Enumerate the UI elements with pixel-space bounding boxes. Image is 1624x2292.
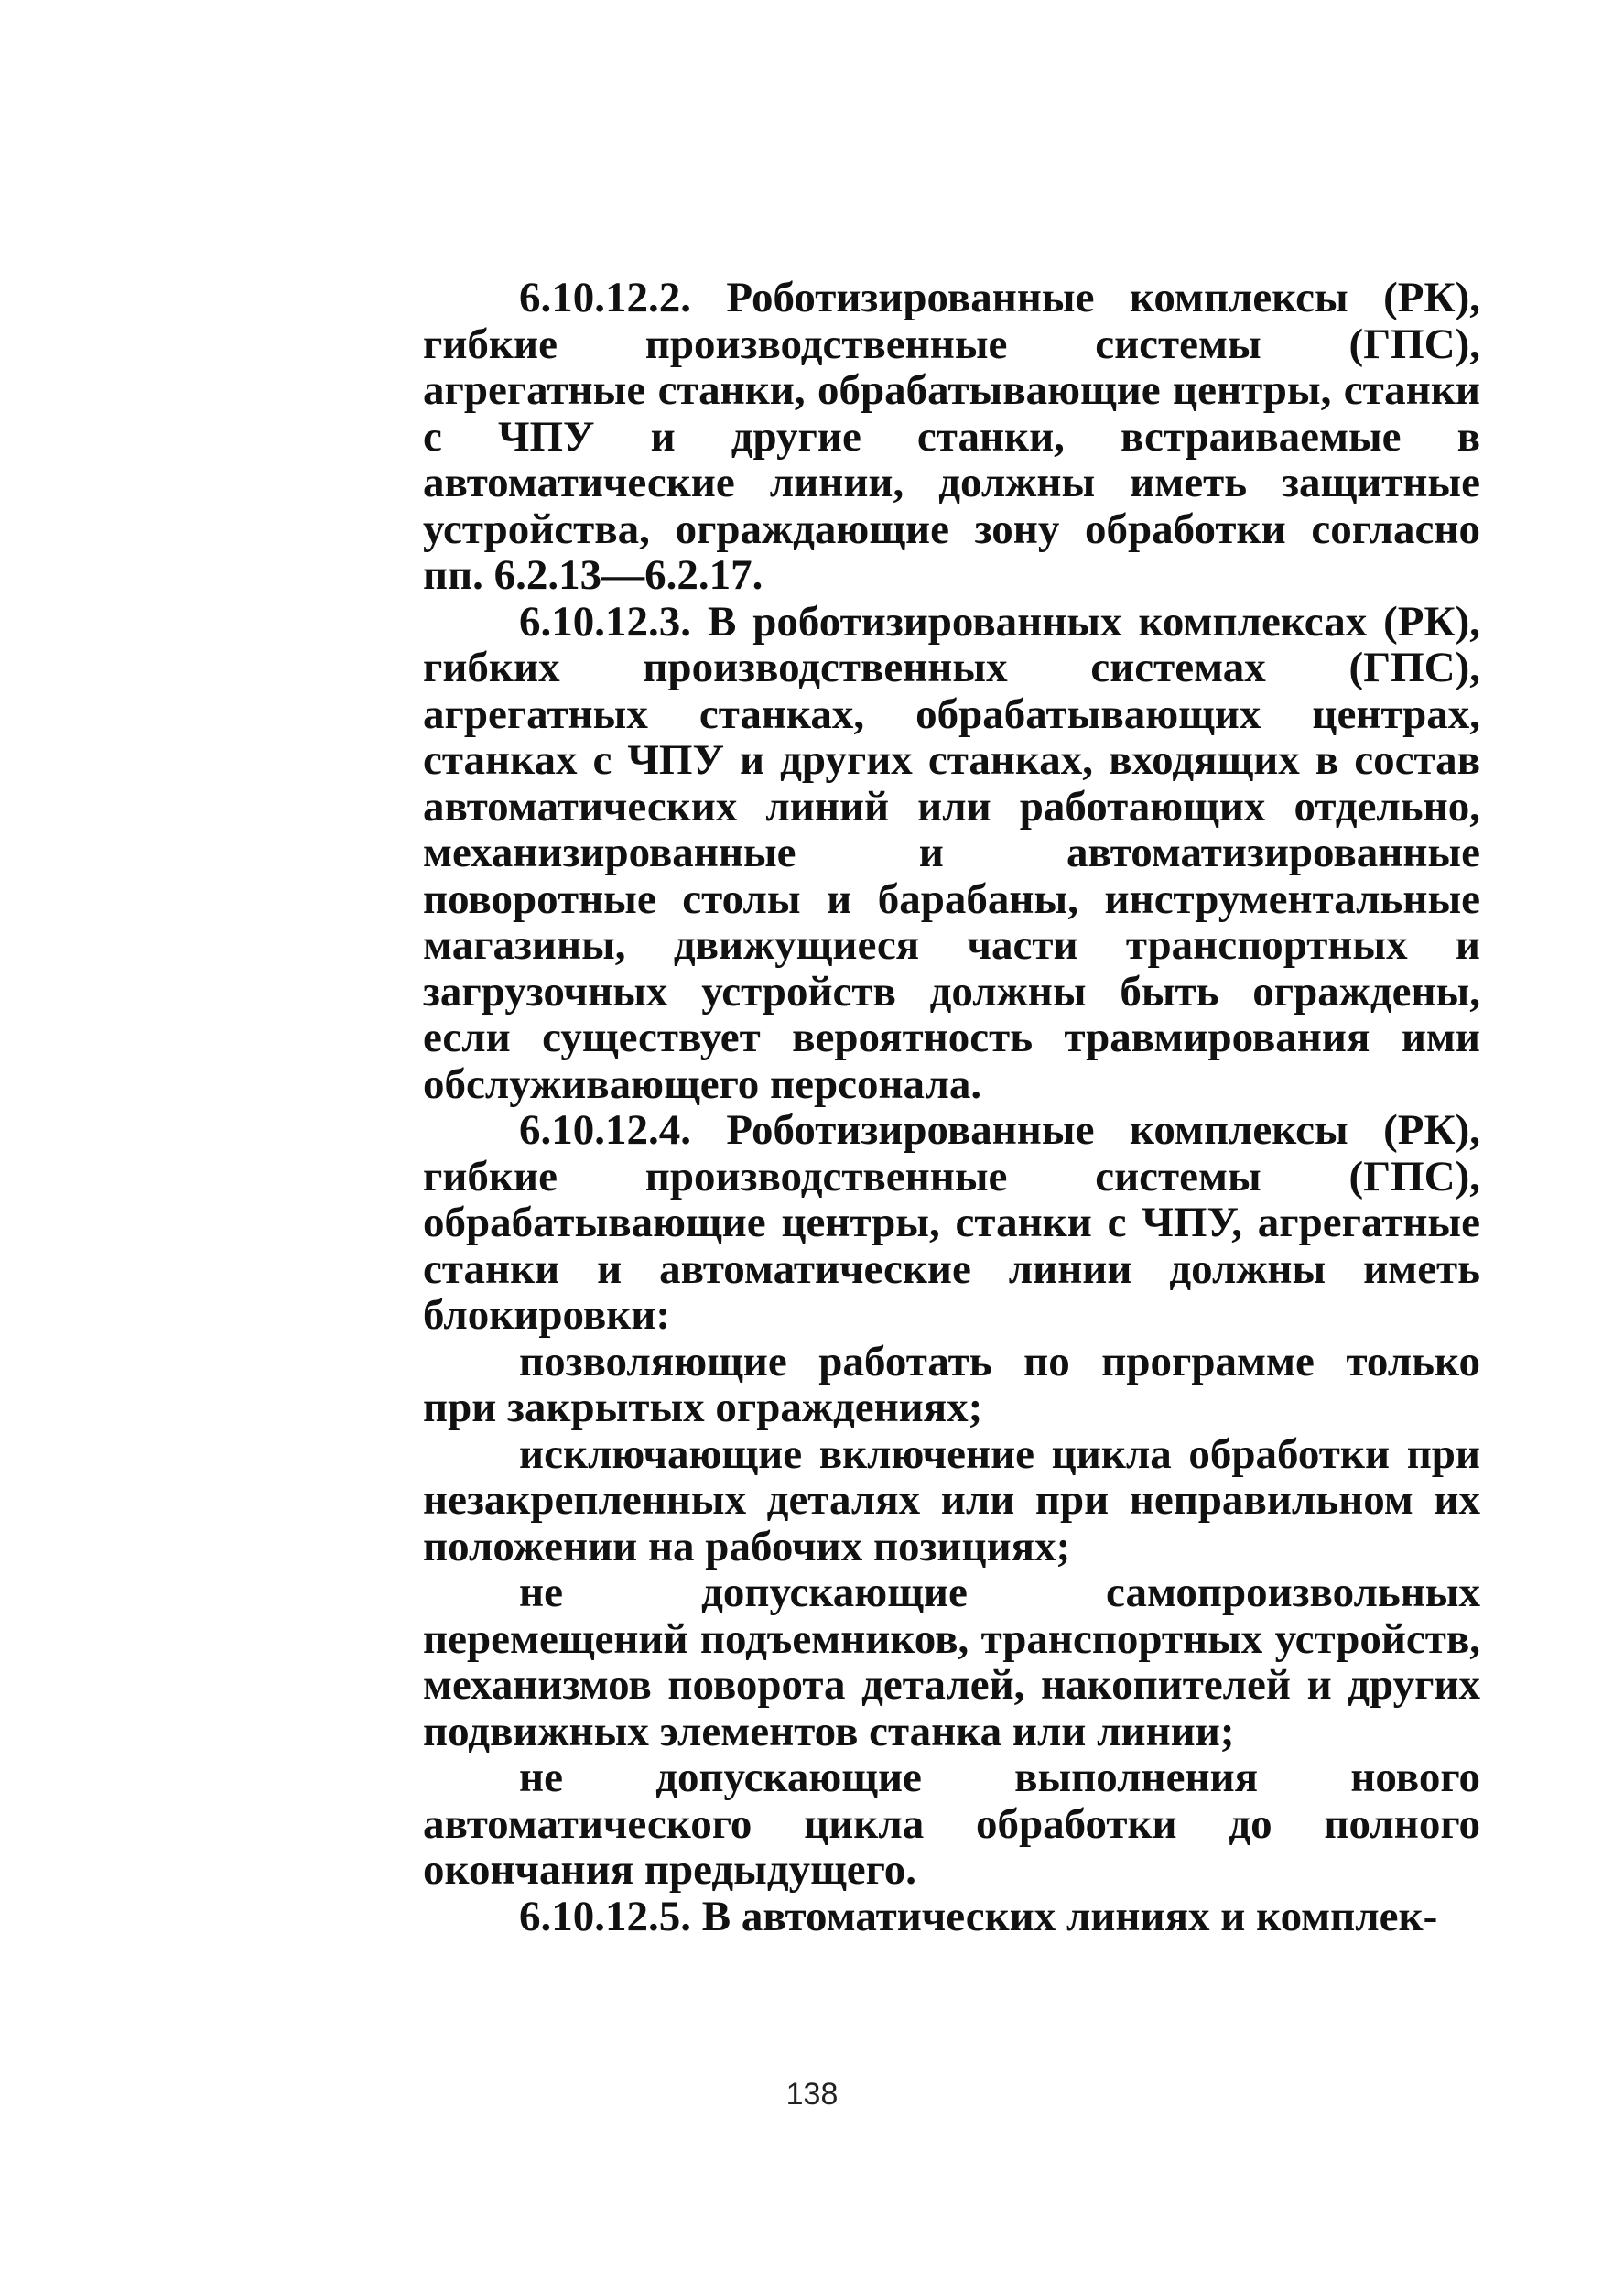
paragraph-6-10-12-3: 6.10.12.3. В роботизированных комплексах (РК), гибких производственных системах (ГПС), агрегатных станках, обрабатывающих центрах, станках с ЧПУ и других станках, входящих в состав автоматических линий или работающих отдельно, механизированные и автоматизированные поворотные столы и барабаны, инструментальные магазины, движущиеся части транспортных и загрузочных устройств должны быть ограждены, если существует вероятность травмирования ими обслуживающего персонала. (423, 597, 1480, 1108)
paragraph-6-10-12-2: 6.10.12.2. Роботизированные комплексы (РК), гибкие производственные системы (ГПС), агрегатные станки, обрабатывающие центры, станки с ЧПУ и другие станки, встраиваемые в автоматические линии, должны иметь защитные устройства, ограждающие зону обработки согласно пп. 6.2.13—6.2.17. (423, 274, 1480, 599)
list-item-interlock-4: не допускающие выполнения нового автоматического цикла обработки до полного окончания предыдущего. (423, 1754, 1480, 1894)
document-body (423, 275, 1480, 1939)
list-item-interlock-2: исключающие включение цикла обработки при незакрепленных деталях или при неправильном их положении на рабочих позициях; (423, 1429, 1480, 1570)
list-item-interlock-3: не допускающие самопроизвольных перемещений подъемников, транспортных устройств, механизмов поворота деталей, накопителей и других подвижных элементов станка или линии; (423, 1569, 1480, 1755)
list-item-interlock-1: позволяющие работать по программе только при закрытых ограждениях; (423, 1337, 1480, 1431)
paragraph-6-10-12-5: 6.10.12.5. В автоматических линиях и комплек- (519, 1892, 1438, 1940)
paragraph-6-10-12-4: 6.10.12.4. Роботизированные комплексы (РК), гибкие производственные системы (ГПС), обрабатывающие центры, станки с ЧПУ, агрегатные станки и автоматические линии должны иметь блокировки: (423, 1106, 1480, 1339)
page-number: 138 (785, 2077, 839, 2112)
